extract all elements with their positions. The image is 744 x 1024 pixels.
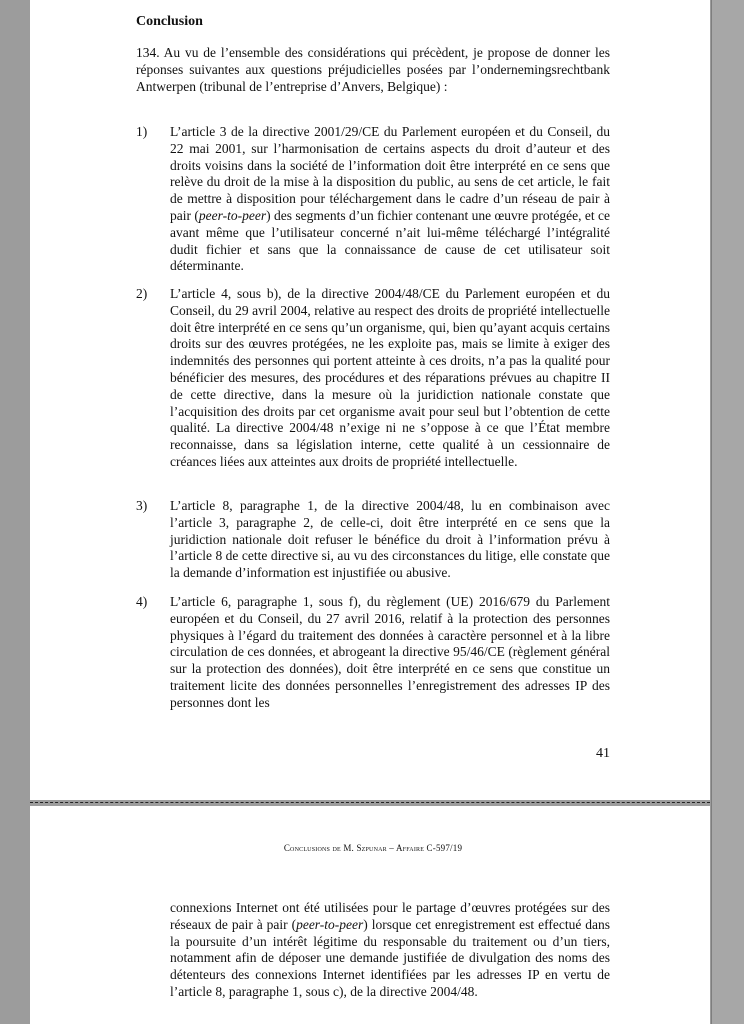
page-number: 41 xyxy=(596,746,610,761)
answer-text: L’article 3 de la directive 2001/29/CE du Parlement européen et du Conseil, du 22 mai 2001, sur l’harmonisation de certains aspects du droit d’auteur et des droits voisins dans la société de l’information doit être interprété en ce sens que relève du droit de la mise à la disposition du public, au sens de cet article, le fait de mettre à disposition pour téléchargement dans le cadre d’un réseau de pair à pair (peer-to-peer) des segments d’un fichier contenant une œuvre protégée, et ce avant même que l’utilisateur concerné n’ait lui-même téléchargé l’intégralité dudit fichier et sans que la connaissance de cause de cet utilisateur soit déterminante. xyxy=(170,124,611,274)
continuation-text: connexions Internet ont été utilisées pour le partage d’œuvres protégées sur des réseaux de pair à pair (peer-to-peer) lorsque cet enregistrement est effectué dans la poursuite d’un intérêt légitime du responsable du traitement ou d’un tiers, notamment afin de déposer une demande justifiée de divulgation des noms des détenteurs des connexions Internet identifiées par les adresses IP en vertu de l’article 8, paragraphe 1, sous c), de la directive 2004/48. xyxy=(170,900,610,999)
paragraph-134: 134. Au vu de l’ensemble des considérations qui précèdent, je propose de donner les réponses suivantes aux questions préjudicielles posées par l’ondernemingsrechtbank Antwerpen (tribunal de l’entreprise d’Anvers, Belgique) : xyxy=(136,45,610,94)
page-break-divider xyxy=(30,802,710,803)
section-heading: Conclusion xyxy=(136,14,203,29)
answer-number: 3) xyxy=(136,498,148,513)
answer-number: 1) xyxy=(136,124,148,139)
answer-text: L’article 6, paragraphe 1, sous f), du règlement (UE) 2016/679 du Parlement européen et du Conseil, du 27 avril 2016, relatif à la protection des personnes physiques à l’égard du traitement des données à caractère personnel et à la libre circulation de ces données, et abrogeant la directive 95/46/CE (règlement général sur la protection des données), doit être interprété en ce sens que constitue un traitement licite des données personnelles l’enregistrement des adresses IP des personnes dont les xyxy=(170,594,610,710)
vertical-scrollbar[interactable] xyxy=(712,0,744,1024)
answer-text: L’article 8, paragraphe 1, de la directive 2004/48, lu en combinaison avec l’article 3, paragraphe 2, de celle-ci, doit être interprété en ce sens que la juridiction nationale doit refuser le bénéfice du droit à l’information prévu à l’article 8 de cette directive si, au vu des circonstances du litige, elle constate que la demande d’information est injustifiée ou abusive. xyxy=(170,498,610,581)
answer-number: 4) xyxy=(136,594,148,609)
answer-number: 2) xyxy=(136,286,148,301)
answer-text: L’article 4, sous b), de la directive 2004/48/CE du Parlement européen et du Conseil, du 29 avril 2004, relative au respect des droits de propriété intellectuelle doit être interprété en ce sens qu’un organisme, qui, bien qu’ayant acquis certains droits sur des œuvres protégées, ne les exploite pas, mais se limite à exiger des indemnités des personnes qui portent atteinte à ces droits, n’a pas la qualité pour bénéficier des mesures, des procédures et des réparations prévues au chapitre II de cette directive, dans la mesure où la juridiction nationale constate que l’acquisition des droits par cet organisme avait pour seul but l’obtention de cette qualité. La directive 2004/48 n’exige ni ne s’oppose à ce que l’État membre reconnaisse, dans sa législation interne, cette qualité à un cessionnaire de créances liées aux atteintes aux droits de propriété intellectuelle. xyxy=(170,286,610,469)
running-header: Conclusions de M. Szpunar – Affaire C-597/19 xyxy=(283,843,463,853)
